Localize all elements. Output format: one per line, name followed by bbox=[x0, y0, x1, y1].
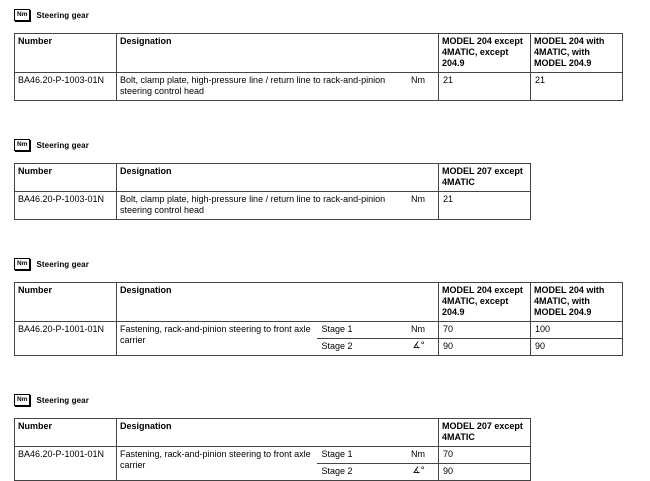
cell-value-model-2: 21 bbox=[531, 73, 623, 101]
cell-number: BA46.20-P-1001-01N bbox=[15, 447, 117, 481]
nm-torque-icon: Nm bbox=[14, 9, 30, 21]
cell-number: BA46.20-P-1003-01N bbox=[15, 192, 117, 220]
col-header-number: Number bbox=[15, 34, 117, 73]
cell-unit: Nm bbox=[395, 192, 439, 220]
cell-number: BA46.20-P-1003-01N bbox=[15, 73, 117, 101]
col-header-number: Number bbox=[15, 164, 117, 192]
cell-designation: Bolt, clamp plate, high-pressure line / return line to rack-and-pinion steering control head bbox=[117, 192, 395, 220]
section-steering-gear-3 bbox=[14, 257, 622, 356]
col-header-number: Number bbox=[15, 419, 117, 447]
section-steering-gear-1 bbox=[14, 8, 622, 101]
torque-table bbox=[14, 163, 531, 220]
cell-value-model-1: 70 bbox=[439, 322, 531, 339]
torque-table bbox=[14, 418, 531, 481]
col-header-designation: Designation bbox=[117, 34, 439, 73]
cell-designation: Fastening, rack-and-pinion steering to front axle carrier bbox=[117, 322, 317, 356]
table-row bbox=[15, 192, 531, 220]
col-header-designation: Designation bbox=[117, 164, 439, 192]
cell-stage-1: Stage 1 bbox=[317, 322, 395, 339]
cell-unit-stage-2: ∡° bbox=[395, 339, 439, 356]
table-row-stage-1 bbox=[15, 322, 623, 339]
cell-stage-1: Stage 1 bbox=[317, 447, 395, 464]
col-header-model-2: MODEL 204 with 4MATIC, with MODEL 204.9 bbox=[531, 283, 623, 322]
col-header-model-1: MODEL 204 except 4MATIC, except 204.9 bbox=[439, 34, 531, 73]
cell-designation: Bolt, clamp plate, high-pressure line / return line to rack-and-pinion steering control head bbox=[117, 73, 395, 101]
section-title: Steering gear bbox=[36, 395, 89, 405]
table-row bbox=[15, 73, 623, 101]
cell-value-model-2: 90 bbox=[531, 339, 623, 356]
section-steering-gear-2 bbox=[14, 138, 622, 220]
cell-value-model-1: 70 bbox=[439, 447, 531, 464]
section-header bbox=[14, 138, 622, 152]
cell-stage-2: Stage 2 bbox=[317, 339, 395, 356]
col-header-designation: Designation bbox=[117, 283, 439, 322]
section-header bbox=[14, 393, 622, 407]
cell-unit-stage-2: ∡° bbox=[395, 464, 439, 481]
torque-table bbox=[14, 282, 623, 356]
cell-stage-2: Stage 2 bbox=[317, 464, 395, 481]
cell-value-model-1: 90 bbox=[439, 464, 531, 481]
section-header bbox=[14, 257, 622, 271]
cell-value-model-1: 90 bbox=[439, 339, 531, 356]
cell-unit-stage-1: Nm bbox=[395, 322, 439, 339]
col-header-model-1: MODEL 207 except 4MATIC bbox=[439, 419, 531, 447]
col-header-model-1: MODEL 204 except 4MATIC, except 204.9 bbox=[439, 283, 531, 322]
col-header-number: Number bbox=[15, 283, 117, 322]
cell-number: BA46.20-P-1001-01N bbox=[15, 322, 117, 356]
section-title: Steering gear bbox=[36, 140, 89, 150]
cell-value-model-1: 21 bbox=[439, 192, 531, 220]
col-header-designation: Designation bbox=[117, 419, 439, 447]
cell-unit-stage-1: Nm bbox=[395, 447, 439, 464]
section-steering-gear-4 bbox=[14, 393, 622, 481]
cell-value-model-2: 100 bbox=[531, 322, 623, 339]
section-title: Steering gear bbox=[36, 10, 89, 20]
cell-value-model-1: 21 bbox=[439, 73, 531, 101]
nm-torque-icon: Nm bbox=[14, 394, 30, 406]
nm-torque-icon: Nm bbox=[14, 258, 30, 270]
section-title: Steering gear bbox=[36, 259, 89, 269]
table-row-stage-1 bbox=[15, 447, 531, 464]
col-header-model-1: MODEL 207 except 4MATIC bbox=[439, 164, 531, 192]
cell-unit: Nm bbox=[395, 73, 439, 101]
col-header-model-2: MODEL 204 with 4MATIC, with MODEL 204.9 bbox=[531, 34, 623, 73]
torque-table bbox=[14, 33, 623, 101]
cell-designation: Fastening, rack-and-pinion steering to front axle carrier bbox=[117, 447, 317, 481]
nm-torque-icon: Nm bbox=[14, 139, 30, 151]
section-header bbox=[14, 8, 622, 22]
